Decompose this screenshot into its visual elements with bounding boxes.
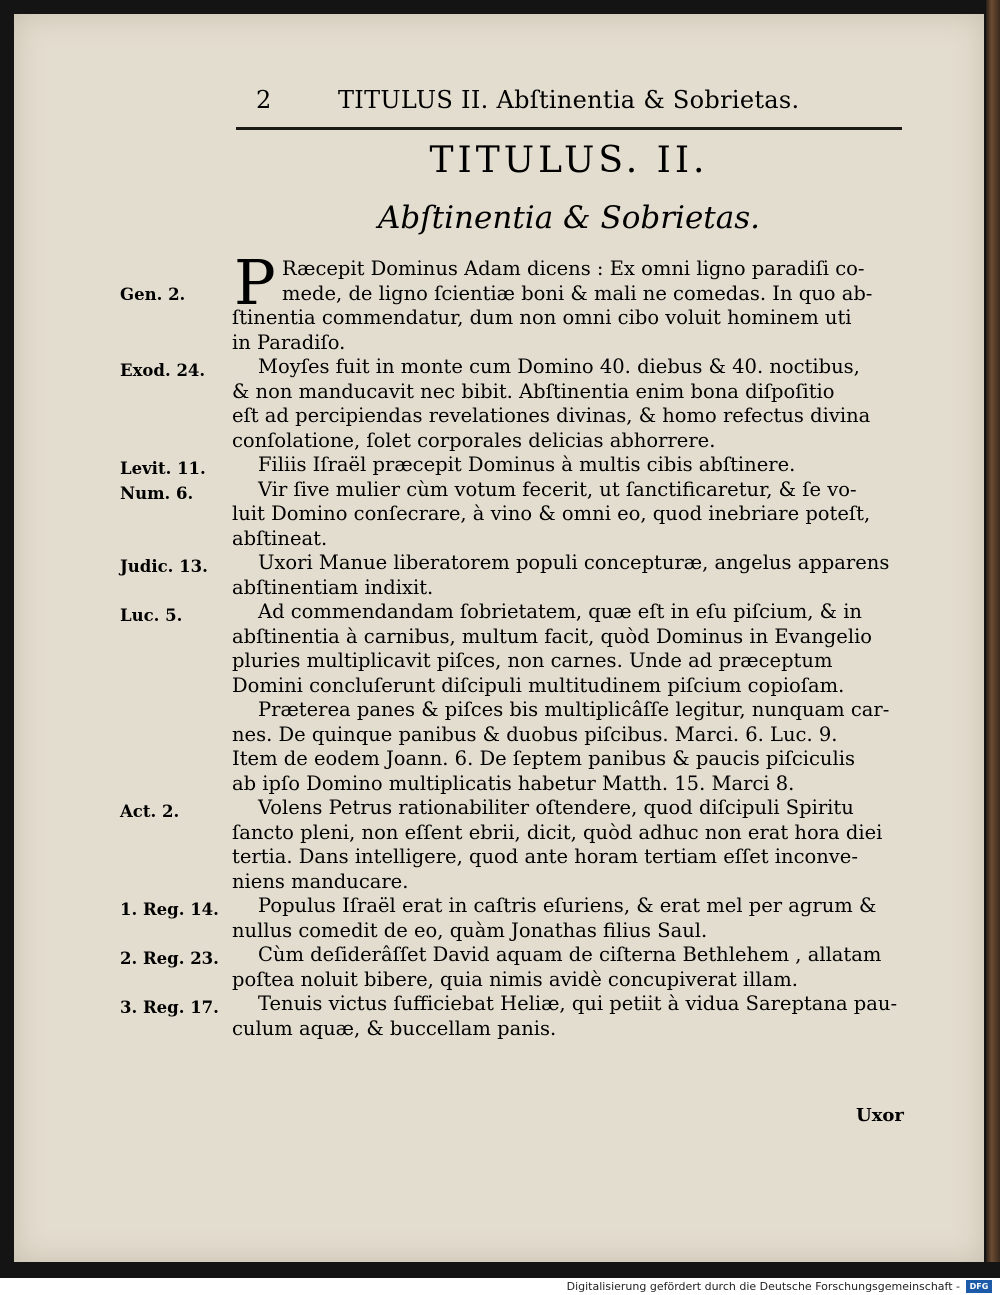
text-line: mede, de ligno ſcientiæ boni & mali ne comedas. In quo ab- xyxy=(282,281,873,305)
book-spine-edge xyxy=(986,0,1000,1262)
paragraph xyxy=(232,257,914,355)
running-head xyxy=(246,86,906,120)
text-line: conſolatione, ſolet corporales delicias abhorrere. xyxy=(232,428,716,452)
text-line: Volens Petrus rationabiliter oſtendere, quod diſcipuli Spiritu xyxy=(258,796,854,819)
text-line: eſt ad percipiendas revelationes divinas, & homo refectus divina xyxy=(232,404,871,427)
margin-reference: Judic. 13. xyxy=(120,557,208,576)
margin-reference: Gen. 2. xyxy=(120,285,186,304)
text-line: Tenuis victus ſufficiebat Heliæ, qui petiit à vidua Sareptana pau- xyxy=(258,992,898,1015)
text-line: ſtinentia commendatur, dum non omni cibo voluit hominem uti xyxy=(232,306,852,329)
margin-reference: 3. Reg. 17. xyxy=(120,998,219,1017)
text-line: Filiis Iſraël præcepit Dominus à multis cibis abſtinere. xyxy=(258,453,796,476)
text-line: abſtinentiam indixit. xyxy=(232,575,434,599)
paragraph xyxy=(232,943,914,992)
margin-reference: Luc. 5. xyxy=(120,606,183,625)
margin-reference: Num. 6. xyxy=(120,483,194,503)
text-line: ab ipſo Domino multiplicatis habetur Matth. 15. Marci 8. xyxy=(232,771,795,795)
paragraph xyxy=(232,355,914,453)
drop-cap: P xyxy=(234,246,276,319)
paragraph xyxy=(232,796,914,894)
catchword: Uxor xyxy=(856,1105,904,1126)
margin-reference: Act. 2. xyxy=(120,802,180,821)
text-line: abſtinentia à carnibus, multum facit, quòd Dominus in Evangelio xyxy=(232,624,873,648)
text-line: Ræcepit Dominus Adam dicens : Ex omni ligno paradiſi co- xyxy=(282,257,865,280)
text-line: nes. De quinque panibus & duobus piſcibus. Marci. 6. Luc. 9. xyxy=(232,722,838,746)
running-title: TITULUS II. Abſtinentia & Sobrietas. xyxy=(338,86,800,114)
text-line: Populus Iſraël erat in caſtris eſuriens, & erat mel per agrum & xyxy=(258,894,877,917)
text-line: poſtea noluit bibere, quia nimis avidè concupiverat illam. xyxy=(232,967,798,991)
text-line: ſancto pleni, non eſſent ebrii, dicit, quòd adhuc non erat hora diei xyxy=(232,820,883,844)
margin-reference: 2. Reg. 23. xyxy=(120,949,219,968)
text-line: culum aquæ, & buccellam panis. xyxy=(232,1016,557,1040)
margin-reference: Levit. 11. xyxy=(120,459,206,478)
text-line: Moyſes fuit in monte cum Domino 40. diebus & 40. noctibus, xyxy=(258,355,860,378)
text-line: luit Domino conſecrare, à vino & omni eo, quod inebriare poteſt, xyxy=(232,502,871,525)
text-line: Ad commendandam ſobrietatem, quæ eſt in eſu piſcium, & in xyxy=(258,600,862,623)
chapter-subtitle: Abſtinentia & Sobrietas. xyxy=(377,200,761,236)
text-line: Præterea panes & piſces bis multiplicâſſe legitur, nunquam car- xyxy=(258,698,890,721)
text-line: Uxori Manue liberatorem populi concepturæ, angelus apparens xyxy=(258,551,890,574)
paragraph xyxy=(232,894,914,943)
text-line: Item de eodem Joann. 6. De ſeptem panibus & paucis piſciculis xyxy=(232,747,855,770)
text-line: abſtineat. xyxy=(232,526,328,550)
paragraph xyxy=(232,698,914,796)
chapter-title: TITULUS. II. xyxy=(429,140,709,181)
paragraph xyxy=(232,478,914,552)
margin-reference: Exod. 24. xyxy=(120,361,206,380)
text-line: in Paradiſo. xyxy=(232,330,346,354)
text-line: tertia. Dans intelligere, quod ante horam tertiam eſſet inconve- xyxy=(232,845,858,868)
paragraph xyxy=(232,551,914,600)
header-rule xyxy=(236,127,902,130)
paragraph xyxy=(232,600,914,698)
margin-reference: 1. Reg. 14. xyxy=(120,900,219,919)
text-line: & non manducavit nec bibit. Abſtinentia enim bona diſpoſitio xyxy=(232,379,835,403)
text-line: Domini concluſerunt diſcipuli multitudinem piſcium copioſam. xyxy=(232,673,845,697)
paragraph xyxy=(232,453,914,478)
text-line: Cùm deſiderâſſet David aquam de ciſterna Bethlehem , allatam xyxy=(258,943,882,966)
page-number: 2 xyxy=(256,86,272,114)
text-line: Vir ſive mulier cùm votum fecerit, ut ſanctificaretur, & ſe vo- xyxy=(258,477,857,501)
text-line: niens manducare. xyxy=(232,869,409,893)
footer-credit: Digitalisierung gefördert durch die Deutsche Forschungsgemeinschaft - xyxy=(566,1280,960,1293)
paragraph xyxy=(232,992,914,1041)
dfg-logo-icon: DFG xyxy=(966,1280,992,1293)
text-line: nullus comedit de eo, quàm Jonathas filius Saul. xyxy=(232,918,708,942)
text-line: pluries multiplicavit piſces, non carnes. Unde ad præceptum xyxy=(232,649,833,672)
